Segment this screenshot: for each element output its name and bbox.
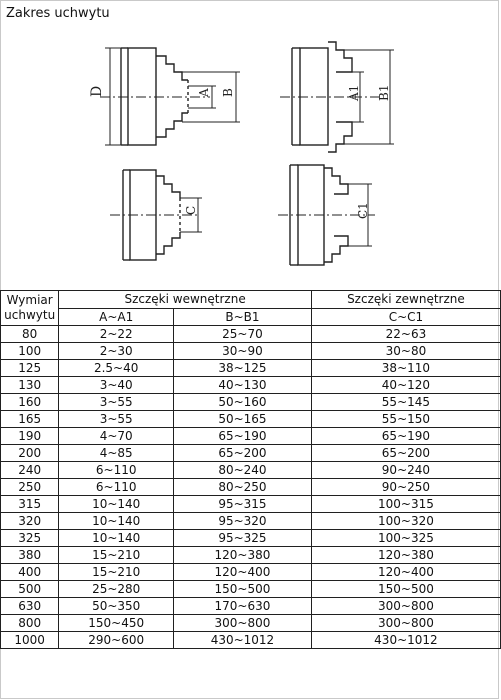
label-a1: A1 — [347, 84, 361, 101]
cell-b: 170~630 — [174, 598, 312, 615]
cell-size: 165 — [1, 411, 59, 428]
header-wymiar-line2: uchwytu — [4, 308, 56, 322]
cell-b: 120~400 — [174, 564, 312, 581]
label-b1: B1 — [377, 84, 391, 101]
cell-a: 10~140 — [59, 496, 174, 513]
table-row — [1, 530, 501, 547]
label-b: B — [221, 88, 235, 97]
cell-size: 400 — [1, 564, 59, 581]
cell-size: 630 — [1, 598, 59, 615]
cell-c: 38~110 — [311, 360, 500, 377]
cell-b: 65~190 — [174, 428, 312, 445]
cell-b: 25~70 — [174, 326, 312, 343]
table-row — [1, 479, 501, 496]
header-col-c: C~C1 — [311, 309, 500, 326]
table-row — [1, 411, 501, 428]
header-col-a: A~A1 — [59, 309, 174, 326]
cell-c: 65~200 — [311, 445, 500, 462]
cell-c: 90~250 — [311, 479, 500, 496]
cell-c: 120~380 — [311, 547, 500, 564]
cell-a: 3~55 — [59, 394, 174, 411]
cell-a: 6~110 — [59, 462, 174, 479]
table-header-row-2 — [1, 309, 501, 326]
cell-a: 2.5~40 — [59, 360, 174, 377]
table-row — [1, 360, 501, 377]
cell-size: 200 — [1, 445, 59, 462]
cell-a: 150~450 — [59, 615, 174, 632]
cell-size: 315 — [1, 496, 59, 513]
cell-c: 55~150 — [311, 411, 500, 428]
cell-a: 290~600 — [59, 632, 174, 649]
cell-b: 50~160 — [174, 394, 312, 411]
page-title: Zakres uchwytu — [6, 6, 110, 21]
cell-c: 100~320 — [311, 513, 500, 530]
table-row — [1, 513, 501, 530]
cell-a: 15~210 — [59, 547, 174, 564]
cell-b: 150~500 — [174, 581, 312, 598]
cell-b: 95~325 — [174, 530, 312, 547]
chuck-drawings — [0, 0, 501, 290]
cell-a: 3~55 — [59, 411, 174, 428]
cell-b: 80~240 — [174, 462, 312, 479]
cell-a: 3~40 — [59, 377, 174, 394]
label-a: A — [197, 88, 211, 97]
cell-size: 240 — [1, 462, 59, 479]
table-row — [1, 445, 501, 462]
table-body — [1, 326, 501, 649]
cell-a: 50~350 — [59, 598, 174, 615]
header-wymiar-line1: Wymiar — [6, 293, 53, 307]
drawing-internal-large — [100, 48, 240, 145]
cell-c: 100~325 — [311, 530, 500, 547]
cell-a: 15~210 — [59, 564, 174, 581]
table-row — [1, 564, 501, 581]
cell-size: 160 — [1, 394, 59, 411]
header-external-jaws: Szczęki zewnętrzne — [311, 291, 500, 309]
table-row — [1, 598, 501, 615]
cell-c: 65~190 — [311, 428, 500, 445]
header-internal-jaws: Szczęki wewnętrzne — [59, 291, 312, 309]
cell-b: 95~320 — [174, 513, 312, 530]
label-c: C — [184, 205, 198, 215]
cell-b: 50~165 — [174, 411, 312, 428]
table-row — [1, 428, 501, 445]
table-row — [1, 377, 501, 394]
cell-b: 40~130 — [174, 377, 312, 394]
cell-b: 95~315 — [174, 496, 312, 513]
cell-c: 30~80 — [311, 343, 500, 360]
table-row — [1, 632, 501, 649]
cell-c: 430~1012 — [311, 632, 500, 649]
cell-size: 125 — [1, 360, 59, 377]
cell-c: 120~400 — [311, 564, 500, 581]
cell-c: 55~145 — [311, 394, 500, 411]
table-row — [1, 496, 501, 513]
cell-b: 300~800 — [174, 615, 312, 632]
cell-size: 100 — [1, 343, 59, 360]
cell-size: 500 — [1, 581, 59, 598]
cell-b: 430~1012 — [174, 632, 312, 649]
cell-size: 1000 — [1, 632, 59, 649]
cell-size: 380 — [1, 547, 59, 564]
cell-c: 22~63 — [311, 326, 500, 343]
cell-size: 130 — [1, 377, 59, 394]
cell-b: 30~90 — [174, 343, 312, 360]
table-row — [1, 343, 501, 360]
cell-c: 150~500 — [311, 581, 500, 598]
table-row — [1, 462, 501, 479]
cell-c: 40~120 — [311, 377, 500, 394]
header-col-b: B~B1 — [174, 309, 312, 326]
cell-a: 10~140 — [59, 513, 174, 530]
cell-a: 10~140 — [59, 530, 174, 547]
cell-c: 300~800 — [311, 615, 500, 632]
cell-a: 6~110 — [59, 479, 174, 496]
cell-a: 25~280 — [59, 581, 174, 598]
label-c1: C1 — [356, 202, 370, 219]
cell-size: 800 — [1, 615, 59, 632]
cell-c: 90~240 — [311, 462, 500, 479]
cell-size: 190 — [1, 428, 59, 445]
cell-a: 4~85 — [59, 445, 174, 462]
cell-a: 2~30 — [59, 343, 174, 360]
cell-size: 80 — [1, 326, 59, 343]
cell-c: 300~800 — [311, 598, 500, 615]
cell-b: 80~250 — [174, 479, 312, 496]
cell-size: 325 — [1, 530, 59, 547]
cell-b: 65~200 — [174, 445, 312, 462]
cell-size: 250 — [1, 479, 59, 496]
chuck-range-table — [0, 290, 501, 649]
table-row — [1, 326, 501, 343]
table-row — [1, 581, 501, 598]
cell-size: 320 — [1, 513, 59, 530]
table-row — [1, 547, 501, 564]
cell-a: 2~22 — [59, 326, 174, 343]
cell-b: 38~125 — [174, 360, 312, 377]
table-row — [1, 394, 501, 411]
cell-b: 120~380 — [174, 547, 312, 564]
table-header-row-1 — [1, 291, 501, 309]
header-wymiar — [1, 291, 59, 326]
table-row — [1, 615, 501, 632]
label-d: D — [89, 85, 105, 97]
chuck-diagram — [0, 0, 501, 290]
cell-a: 4~70 — [59, 428, 174, 445]
cell-c: 100~315 — [311, 496, 500, 513]
